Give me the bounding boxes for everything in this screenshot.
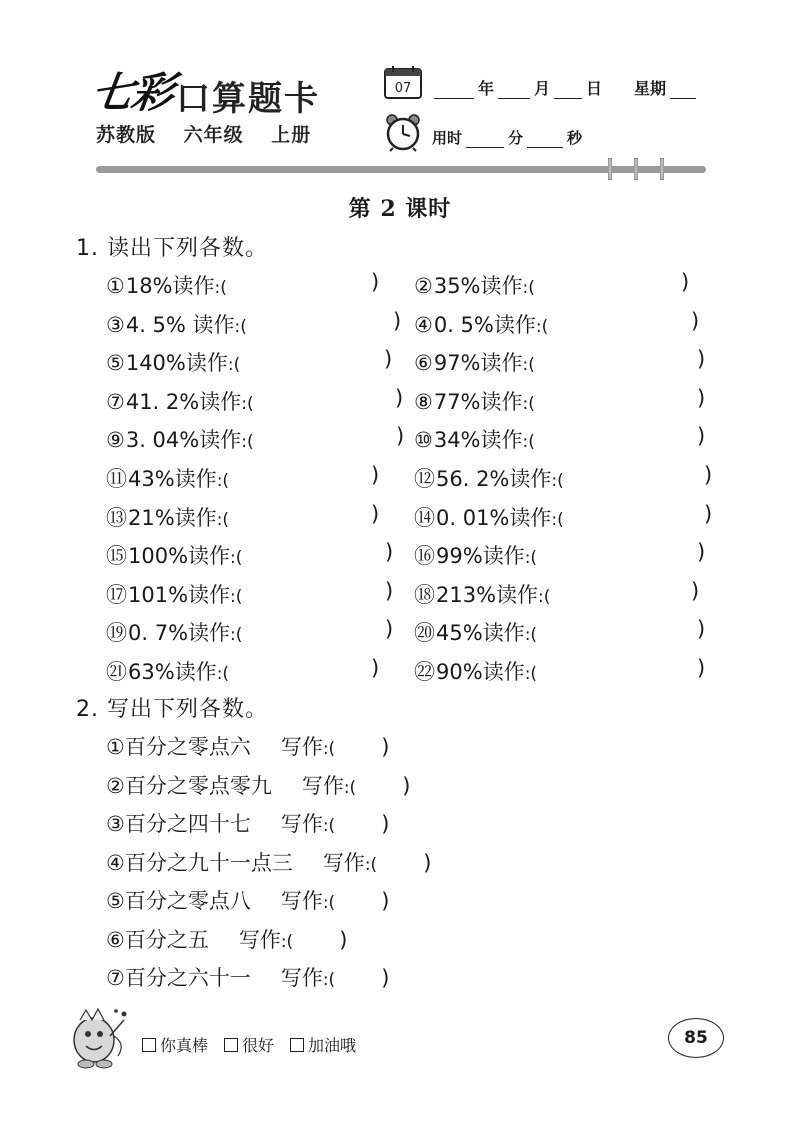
read-label: 读作 (192, 312, 235, 337)
item-number: ⑰ (106, 582, 127, 607)
percent-value: 41. 2% (125, 389, 200, 414)
item-number: ② (414, 274, 433, 298)
answer-blank[interactable]: ) (691, 578, 700, 603)
percent-value: 77% (433, 389, 481, 414)
checkbox-icon[interactable] (224, 1038, 238, 1052)
rating-option-good[interactable]: 很好 (224, 1033, 274, 1056)
item-number: ⑯ (414, 544, 435, 569)
percent-value: 63% (128, 660, 175, 684)
item-number: ⑤ (106, 351, 125, 376)
calendar-icon (383, 64, 423, 100)
percent-value: 18% (125, 274, 173, 298)
read-label: 读作 (174, 467, 217, 491)
answer-blank[interactable]: ) (385, 540, 394, 565)
writing-row: ⑤百分之零点八 写作:( ) (106, 889, 390, 913)
reading-item: ㉒90%读作:( ) (414, 656, 706, 684)
reading-item: ⑦41. 2%读作:( ) (106, 385, 404, 414)
item-number: ③ (106, 312, 125, 337)
reading-row (106, 347, 726, 381)
item-number: ⑳ (414, 621, 435, 646)
item-number: ② (106, 773, 125, 798)
item-number: ⑲ (106, 621, 127, 646)
item-number: ⑬ (106, 505, 127, 530)
item-number: ⑦ (106, 966, 125, 990)
answer-blank[interactable]: ) (371, 656, 380, 680)
weekday-blank[interactable] (670, 84, 696, 99)
checkbox-icon[interactable] (290, 1038, 304, 1052)
item-number: ⑩ (414, 428, 433, 453)
second-blank[interactable] (527, 133, 563, 148)
rating-option-great[interactable]: 你真棒 (142, 1033, 208, 1056)
percent-value: 0. 5% (433, 312, 494, 337)
percent-value: 21% (128, 505, 175, 530)
reading-row (106, 502, 726, 536)
item-number: ① (106, 735, 125, 759)
reading-item: ③4. 5% 读作:( ) (106, 308, 402, 337)
year-label: 年 (478, 79, 495, 98)
answer-blank[interactable]: ) (371, 463, 380, 487)
percent-value: 97% (433, 351, 481, 376)
write-label: 写作 (280, 966, 323, 990)
percent-words: 百分之四十七 (124, 812, 251, 836)
rating-option-keep-going[interactable]: 加油哦 (290, 1033, 356, 1056)
read-label: 读作 (509, 467, 552, 491)
reading-row (106, 617, 726, 651)
write-label: 写作 (280, 735, 323, 759)
read-label: 读作 (480, 351, 523, 376)
read-label: 读作 (482, 660, 525, 684)
item-number: ⑨ (106, 428, 125, 453)
edition-publisher: 苏教版 (96, 124, 157, 146)
read-label: 读作 (482, 544, 525, 569)
reading-item: ⑤140%读作:( ) (106, 347, 393, 376)
reading-item: ⑨3. 04%读作:( ) (106, 424, 405, 453)
reading-item: ⑯99%读作:( ) (414, 540, 706, 569)
second-label: 秒 (567, 129, 583, 147)
percent-value: 34% (433, 428, 481, 453)
item-number: ① (106, 274, 125, 298)
item-number: ㉒ (414, 660, 435, 684)
percent-value: 99% (436, 544, 483, 569)
item-number: ④ (106, 850, 125, 875)
item-number: ④ (414, 312, 433, 337)
write-label: 写作 (280, 889, 323, 913)
reading-row (106, 309, 726, 343)
section-1-title: 1. 读出下列各数。 (76, 236, 268, 261)
writing-row: ①百分之零点六 写作:( ) (106, 735, 390, 759)
reading-item: ⑬21%读作:( ) (106, 501, 380, 530)
read-label: 读作 (480, 274, 523, 298)
read-label: 读作 (174, 505, 217, 530)
reading-item: ②35%读作:( ) (414, 270, 690, 298)
percent-value: 3. 04% (125, 428, 200, 453)
item-number: ⑪ (106, 467, 127, 491)
reading-item: ⑳45%读作:( ) (414, 617, 706, 646)
percent-words: 百分之零点六 (124, 735, 251, 759)
reading-item: ⑭0. 01%读作:( ) (414, 501, 713, 530)
reading-item: ④0. 5%读作:( ) (414, 308, 700, 337)
answer-blank[interactable]: ) (395, 385, 404, 410)
binder-ring-icon (660, 158, 664, 180)
item-number: ⑫ (414, 467, 435, 491)
header-divider (96, 166, 706, 173)
binder-ring-icon (608, 158, 612, 180)
item-number: ③ (106, 812, 125, 836)
percent-words: 百分之零点八 (124, 889, 251, 913)
reading-item: ⑧77%读作:( ) (414, 385, 706, 414)
reading-item: ⑪43%读作:( ) (106, 463, 380, 491)
percent-words: 百分之九十一点三 (124, 850, 293, 875)
percent-value: 140% (125, 351, 186, 376)
item-number: ⑤ (106, 889, 125, 913)
year-blank[interactable] (434, 84, 474, 99)
percent-value: 213% (436, 582, 497, 607)
reading-row (106, 579, 726, 613)
read-label: 读作 (188, 621, 231, 646)
edition-line (96, 120, 331, 147)
write-label: 写作 (238, 927, 281, 952)
reading-item: ⑩34%读作:( ) (414, 424, 706, 453)
write-label: 写作 (280, 812, 323, 836)
read-label: 读作 (188, 544, 231, 569)
answer-blank[interactable]: ) (691, 308, 700, 333)
read-label: 读作 (482, 621, 525, 646)
reading-row (106, 424, 726, 458)
item-number: ⑭ (414, 505, 435, 530)
answer-blank[interactable]: ) (681, 270, 690, 294)
answer-blank[interactable]: ) (371, 501, 380, 526)
minute-blank[interactable] (466, 133, 504, 148)
item-number: ㉑ (106, 660, 127, 684)
reading-item: ⑥97%读作:( ) (414, 347, 706, 376)
time-used-label: 用时 (432, 129, 463, 147)
answer-blank[interactable]: ) (697, 540, 706, 565)
read-label: 读作 (509, 505, 552, 530)
calendar-number: 07 (394, 81, 412, 96)
read-label: 读作 (496, 582, 539, 607)
percent-words: 百分之零点零九 (124, 773, 272, 798)
item-number: ⑥ (414, 351, 433, 376)
lesson-title: 第 2 课时 (348, 196, 452, 222)
date-line (430, 76, 700, 99)
answer-blank[interactable]: ) (384, 347, 393, 372)
item-number: ⑱ (414, 582, 435, 607)
percent-words: 百分之六十一 (124, 966, 251, 990)
binder-ring-icon (634, 158, 638, 180)
reading-item: ⑮100%读作:( ) (106, 540, 394, 569)
answer-blank[interactable]: ) (697, 385, 706, 410)
reading-row (106, 540, 726, 574)
percent-value: 100% (128, 544, 189, 569)
percent-value: 90% (436, 660, 483, 684)
answer-blank[interactable]: ) (697, 656, 706, 680)
read-label: 读作 (480, 428, 523, 453)
answer-blank[interactable]: ) (385, 578, 394, 603)
edition-grade: 六年级 (183, 124, 244, 146)
reading-item: ㉑63%读作:( ) (106, 656, 380, 684)
percent-words: 百分之五 (124, 927, 209, 952)
answer-blank[interactable]: ) (697, 617, 706, 642)
reading-item: ⑲0. 7%读作:( ) (106, 617, 394, 646)
read-label: 读作 (480, 389, 523, 414)
brand-logo: 七彩 (88, 68, 176, 117)
writing-row: ④百分之九十一点三 写作:( ) (106, 850, 432, 875)
read-label: 读作 (199, 389, 242, 414)
reading-row (106, 656, 726, 690)
percent-value: 35% (433, 274, 481, 298)
writing-row: ③百分之四十七 写作:( ) (106, 812, 390, 836)
percent-value: 43% (128, 467, 175, 491)
item-number: ⑥ (106, 927, 125, 952)
item-number: ⑮ (106, 544, 127, 569)
brand-name: 口算题卡 (176, 79, 321, 119)
reading-row (106, 386, 726, 420)
page-number: 85 (668, 1018, 724, 1058)
percent-value: 4. 5% (125, 312, 193, 337)
reading-row (106, 270, 726, 304)
minute-label: 分 (508, 129, 524, 147)
write-label: 写作 (322, 850, 365, 875)
percent-value: 56. 2% (436, 467, 510, 491)
percent-value: 0. 7% (128, 621, 189, 646)
item-number: ⑧ (414, 389, 433, 414)
reading-item: ⑰101%读作:( ) (106, 578, 394, 607)
edition-volume: 上册 (271, 124, 312, 146)
reading-item: ⑫56. 2%读作:( ) (414, 463, 713, 491)
answer-blank[interactable]: ) (385, 617, 394, 642)
reading-item: ①18%读作:( ) (106, 270, 380, 298)
answer-blank[interactable]: ) (393, 308, 402, 333)
self-rating (142, 1033, 356, 1056)
day-label: 日 (586, 79, 603, 98)
reading-item: ⑱213%读作:( ) (414, 578, 700, 607)
brand-title (88, 64, 321, 120)
alarm-clock-icon (383, 112, 423, 152)
percent-value: 0. 01% (436, 505, 510, 530)
read-label: 读作 (172, 274, 215, 298)
percent-value: 101% (128, 582, 189, 607)
read-label: 读作 (174, 660, 217, 684)
weekday-label: 星期 (634, 79, 667, 98)
writing-row: ②百分之零点零九 写作:( ) (106, 773, 411, 798)
answer-blank[interactable]: ) (704, 463, 713, 487)
percent-value: 45% (436, 621, 483, 646)
answer-blank[interactable]: ) (697, 347, 706, 372)
mascot-character-icon (66, 1006, 132, 1070)
time-used-line (432, 127, 582, 148)
read-label: 读作 (493, 312, 536, 337)
writing-row: ⑦百分之六十一 写作:( ) (106, 966, 390, 990)
answer-blank[interactable]: ) (396, 424, 405, 449)
checkbox-icon[interactable] (142, 1038, 156, 1052)
read-label: 读作 (199, 428, 242, 453)
reading-row (106, 463, 726, 497)
write-label: 写作 (301, 773, 344, 798)
writing-row: ⑥百分之五 写作:( ) (106, 927, 348, 952)
answer-blank[interactable]: ) (697, 424, 706, 449)
read-label: 读作 (185, 351, 228, 376)
item-number: ⑦ (106, 389, 125, 414)
month-blank[interactable] (498, 84, 530, 99)
read-label: 读作 (188, 582, 231, 607)
day-blank[interactable] (554, 84, 582, 99)
answer-blank[interactable]: ) (704, 501, 713, 526)
month-label: 月 (534, 79, 551, 98)
section-2-title: 2. 写出下列各数。 (76, 697, 268, 722)
answer-blank[interactable]: ) (371, 270, 380, 294)
